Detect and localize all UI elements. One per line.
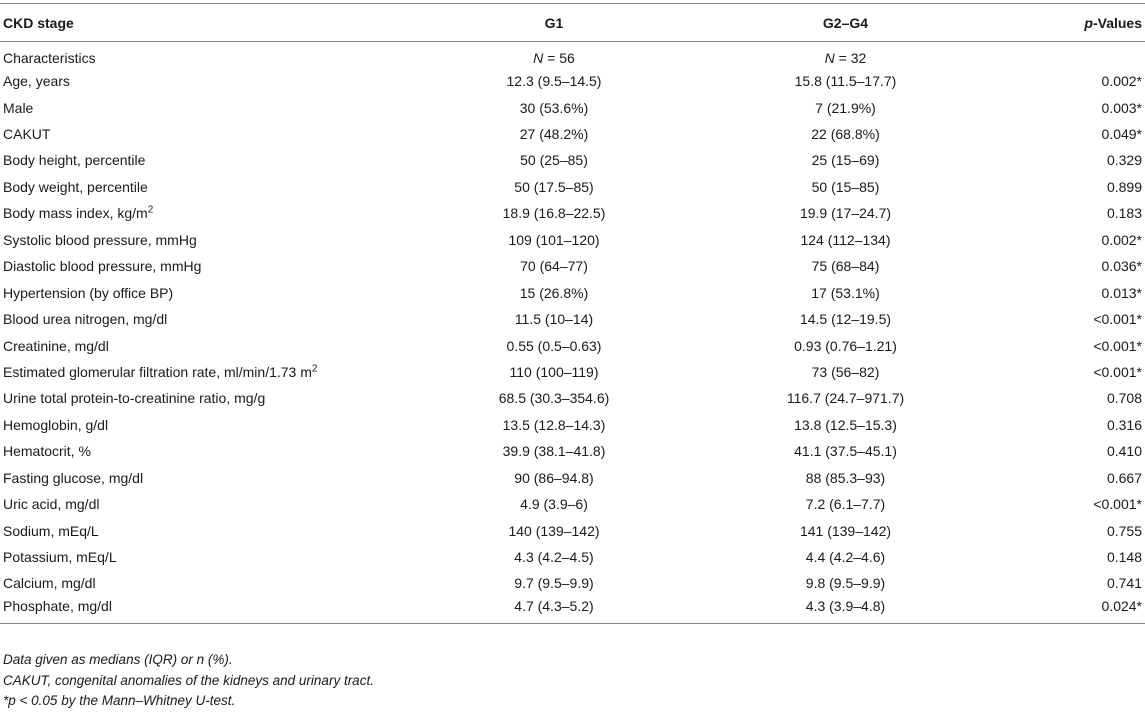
p-value [1013, 121, 1145, 147]
row-label-text: Uric acid, mg/dl [3, 496, 100, 513]
row-label [0, 385, 430, 411]
p-value [1013, 227, 1145, 253]
p-value-text: 0.036* [1101, 258, 1142, 275]
g1-value [430, 306, 678, 332]
g1-value-text: 11.5 (10–14) [514, 311, 594, 328]
p-value-text: <0.001* [1093, 337, 1142, 354]
g2-g4-value-text: 75 (68–84) [811, 258, 880, 275]
g2-g4-value-text: 13.8 (12.5–15.3) [794, 416, 897, 433]
row-label [0, 438, 430, 464]
p-value [1013, 279, 1145, 305]
g1-value-text: 50 (25–85) [520, 152, 588, 169]
g1-value [430, 517, 678, 543]
g2-g4-value [678, 491, 1013, 517]
footnote-star: * [3, 693, 9, 708]
p-value-text: 0.148 [1106, 549, 1142, 566]
row-label [0, 491, 430, 517]
footnote-significance [3, 691, 374, 712]
p-value [1013, 517, 1145, 543]
g2-g4-value [678, 227, 1013, 253]
p-value-text: 0.002* [1101, 73, 1142, 90]
table-row [0, 227, 1145, 253]
table-row [0, 147, 1145, 173]
g2-g4-value [678, 253, 1013, 279]
g2-g4-value-text: 141 (139–142) [799, 522, 892, 539]
g1-value [430, 465, 678, 491]
g2-g4-value [678, 200, 1013, 226]
g2-g4-value [678, 385, 1013, 411]
table-row [0, 174, 1145, 200]
g2-g4-value-text: 19.9 (17–24.7) [799, 205, 892, 222]
header-p-values [1013, 4, 1145, 42]
p-value-text: 0.002* [1101, 231, 1142, 248]
g2-g4-value [678, 359, 1013, 385]
g1-value-text: 39.9 (38.1–41.8) [502, 443, 606, 460]
g2-g4-value [678, 279, 1013, 305]
row-label-text: Fasting glucose, mg/dl [3, 469, 144, 486]
g2-g4-value [678, 94, 1013, 120]
g2-g4-value-text: 50 (15–85) [811, 178, 880, 195]
g2-g4-value [678, 597, 1013, 623]
g1-value [430, 412, 678, 438]
table-row [0, 121, 1145, 147]
row-label [0, 465, 430, 491]
g1-value-text: 27 (48.2%) [519, 126, 589, 143]
g1-n-value: = 56 [543, 50, 575, 67]
row-label [0, 68, 430, 94]
row-label-text: Creatinine, mg/dl [3, 337, 109, 354]
p-value [1013, 385, 1145, 411]
row-label [0, 279, 430, 305]
p-value [1013, 544, 1145, 570]
g2-g4-value-text: 4.4 (4.2–4.6) [805, 549, 886, 566]
g2-g4-value-text: 25 (15–69) [811, 152, 880, 169]
p-value-text: 0.024* [1101, 597, 1142, 614]
row-label-text: Blood urea nitrogen, mg/dl [3, 311, 168, 328]
row-label: Characteristics [3, 50, 96, 67]
table-row [0, 279, 1145, 305]
table-row [0, 517, 1145, 543]
p-value-text: 0.316 [1106, 416, 1142, 433]
table-row [0, 570, 1145, 596]
p-value-text: 0.708 [1106, 390, 1142, 407]
g1-value [430, 174, 678, 200]
characteristics-table [0, 3, 1145, 624]
table-row [0, 306, 1145, 332]
row-label [0, 597, 430, 623]
table-row [0, 438, 1145, 464]
g1-value-text: 15 (26.8%) [519, 284, 589, 301]
row-label [0, 570, 430, 596]
g1-value-text: 12.3 (9.5–14.5) [506, 73, 602, 90]
g2-g4-value-text: 41.1 (37.5–45.1) [794, 443, 897, 460]
g1-value [430, 332, 678, 358]
row-label-text: Systolic blood pressure, mmHg [3, 231, 197, 248]
p-value [1013, 570, 1145, 596]
g2-g4-value-text: 0.93 (0.76–1.21) [794, 337, 897, 354]
p-value-text: 0.899 [1106, 178, 1142, 195]
header-g1: G1 [430, 4, 678, 42]
header-p-rest: -Values [1092, 14, 1142, 31]
row-label-text: Age, years [3, 73, 70, 90]
p-value-cell [1013, 42, 1145, 68]
table-row [0, 94, 1145, 120]
header-g2-g4: G2–G4 [678, 4, 1013, 42]
g2-g4-value [678, 570, 1013, 596]
g1-value-text: 4.9 (3.9–6) [520, 496, 588, 513]
row-label-text: Hemoglobin, g/dl [3, 416, 109, 433]
p-value-text: <0.001* [1093, 496, 1142, 513]
g2-n-value: = 32 [834, 50, 867, 67]
p-value [1013, 359, 1145, 385]
unit-superscript: 2 [147, 204, 154, 216]
g1-n-symbol: N [533, 50, 544, 67]
g2-g4-value [678, 412, 1013, 438]
g2-g4-value [678, 68, 1013, 94]
p-value [1013, 491, 1145, 517]
row-label-text: Potassium, mEq/L [3, 549, 117, 566]
g1-value [430, 279, 678, 305]
header-ckd-stage: CKD stage [0, 4, 430, 42]
g2-g4-value [678, 174, 1013, 200]
p-value-text: <0.001* [1093, 363, 1142, 380]
row-label-text: Calcium, mg/dl [3, 575, 96, 592]
p-value-text: <0.001* [1093, 311, 1142, 328]
g2-g4-value [678, 121, 1013, 147]
g1-count [430, 42, 678, 68]
g1-value [430, 544, 678, 570]
row-label [0, 200, 430, 226]
row-label-text: Body height, percentile [3, 152, 146, 169]
p-value [1013, 147, 1145, 173]
g1-value-text: 13.5 (12.8–14.3) [502, 416, 606, 433]
g1-value [430, 359, 678, 385]
row-label-text: Urine total protein-to-creatinine ratio, mg/g [3, 390, 266, 407]
table-row [0, 332, 1145, 358]
g2-g4-value [678, 517, 1013, 543]
row-label [0, 544, 430, 570]
row-label [0, 359, 430, 385]
p-value [1013, 438, 1145, 464]
g2-g4-value-text: 73 (56–82) [811, 363, 880, 380]
row-label [0, 227, 430, 253]
row-label-text: Sodium, mEq/L [3, 522, 99, 539]
row-label-text: Hypertension (by office BP) [3, 284, 174, 301]
g1-value [430, 253, 678, 279]
footnote-cakut-definition: CAKUT, congenital anomalies of the kidneys and urinary tract. [3, 672, 374, 688]
g2-g4-value-text: 15.8 (11.5–17.7) [794, 73, 897, 90]
p-value [1013, 597, 1145, 623]
g2-g4-value-text: 22 (68.8%) [811, 126, 880, 143]
g1-value [430, 227, 678, 253]
g1-value-text: 9.7 (9.5–9.9) [514, 575, 594, 592]
g2-g4-value-text: 88 (85.3–93) [805, 469, 886, 486]
g1-value [430, 68, 678, 94]
row-label [0, 174, 430, 200]
row-label-text: Hematocrit, % [3, 443, 91, 460]
g2-g4-value-text: 14.5 (12–19.5) [799, 311, 892, 328]
table-row [0, 359, 1145, 385]
p-value [1013, 332, 1145, 358]
row-label [0, 412, 430, 438]
row-label-text: Body weight, percentile [3, 178, 148, 195]
g1-value-text: 4.7 (4.3–5.2) [514, 597, 594, 614]
g1-value [430, 147, 678, 173]
row-label-text: Phosphate, mg/dl [3, 597, 112, 614]
table-row [0, 200, 1145, 226]
table-row [0, 491, 1145, 517]
header-row [0, 4, 1145, 42]
g2-g4-value-text: 7.2 (6.1–7.7) [805, 496, 886, 513]
g2-g4-value-text: 17 (53.1%) [811, 284, 880, 301]
unit-superscript: 2 [311, 363, 318, 375]
g2-g4-value [678, 332, 1013, 358]
table-row [0, 68, 1145, 94]
g1-value-text: 50 (17.5–85) [514, 178, 594, 195]
p-value-text: 0.741 [1106, 575, 1142, 592]
g2-g4-value-text: 116.7 (24.7–971.7) [786, 390, 905, 407]
table-row [0, 385, 1145, 411]
p-value-text: 0.329 [1106, 152, 1142, 169]
footnote-test: < 0.05 by the Mann–Whitney U-test. [15, 693, 236, 708]
table-row [0, 253, 1145, 279]
n-row [0, 42, 1145, 68]
g1-value [430, 94, 678, 120]
row-label-text: Male [3, 99, 34, 116]
g2-g4-value-text: 9.8 (9.5–9.9) [805, 575, 886, 592]
g1-value-text: 90 (86–94.8) [514, 469, 594, 486]
row-label [0, 306, 430, 332]
row-label [0, 121, 430, 147]
g1-value [430, 597, 678, 623]
g1-value-text: 140 (139–142) [508, 522, 600, 539]
p-value [1013, 253, 1145, 279]
g1-value [430, 438, 678, 464]
p-value-text: 0.013* [1101, 284, 1142, 301]
g2-n-symbol: N [824, 50, 835, 67]
row-label-text: Estimated glomerular filtration rate, ml/min/1.73 m [3, 363, 312, 380]
table-footnotes [3, 650, 374, 712]
g2-g4-value-text: 7 (21.9%) [815, 99, 876, 116]
g1-value [430, 200, 678, 226]
g1-value-text: 18.9 (16.8–22.5) [502, 205, 606, 222]
g1-value-text: 70 (64–77) [520, 258, 588, 275]
g1-value-text: 109 (101–120) [508, 231, 600, 248]
g1-value-text: 0.55 (0.5–0.63) [506, 337, 602, 354]
g1-value [430, 121, 678, 147]
table-row [0, 465, 1145, 491]
g1-value-text: 30 (53.6%) [519, 99, 589, 116]
footnote-p-symbol: p [8, 693, 16, 708]
table-row [0, 412, 1145, 438]
g1-value-text: 110 (100–119) [509, 363, 599, 380]
p-value-text: 0.755 [1106, 522, 1142, 539]
g2-g4-value [678, 438, 1013, 464]
row-label [0, 147, 430, 173]
p-value-text: 0.049* [1101, 126, 1142, 143]
row-label [0, 253, 430, 279]
p-value [1013, 68, 1145, 94]
p-value-text: 0.410 [1106, 443, 1142, 460]
p-value [1013, 174, 1145, 200]
p-value [1013, 306, 1145, 332]
row-label [0, 94, 430, 120]
g1-value [430, 491, 678, 517]
row-label [0, 332, 430, 358]
row-label [0, 517, 430, 543]
g2-count [678, 42, 1013, 68]
row-label-text: Diastolic blood pressure, mmHg [3, 258, 202, 275]
g1-value-text: 4.3 (4.2–4.5) [514, 549, 594, 566]
row-label-text: CAKUT [3, 126, 51, 143]
footnote-data-description: Data given as medians (IQR) or n (%). [3, 652, 233, 667]
p-value [1013, 200, 1145, 226]
g2-g4-value-text: 4.3 (3.9–4.8) [805, 597, 886, 614]
g2-g4-value-text: 124 (112–134) [800, 231, 891, 248]
p-value-text: 0.667 [1106, 469, 1142, 486]
g1-value-text: 68.5 (30.3–354.6) [498, 390, 610, 407]
p-value [1013, 412, 1145, 438]
table-row [0, 597, 1145, 623]
g1-value [430, 385, 678, 411]
g2-g4-value [678, 465, 1013, 491]
table-row [0, 544, 1145, 570]
g2-g4-value [678, 306, 1013, 332]
p-value-text: 0.183 [1106, 205, 1142, 222]
p-value-text: 0.003* [1101, 99, 1142, 116]
g1-value [430, 570, 678, 596]
p-value [1013, 94, 1145, 120]
header-p-italic: p [1084, 14, 1093, 31]
p-value [1013, 465, 1145, 491]
g2-g4-value [678, 147, 1013, 173]
g2-g4-value [678, 544, 1013, 570]
row-label-text: Body mass index, kg/m [3, 205, 148, 222]
